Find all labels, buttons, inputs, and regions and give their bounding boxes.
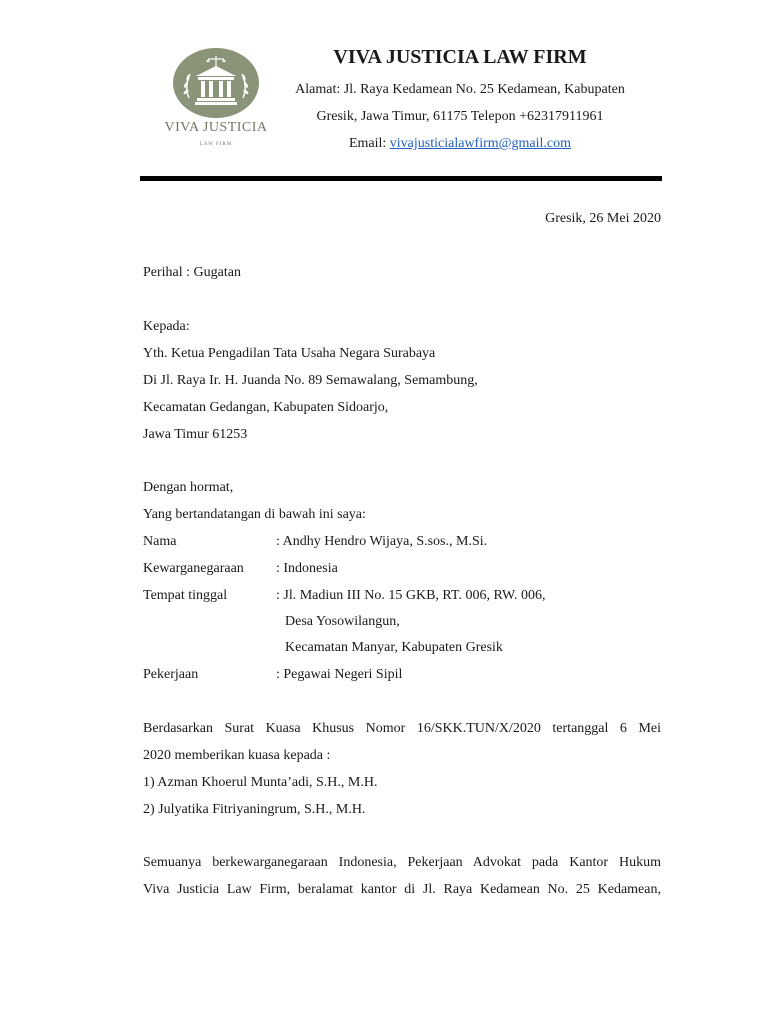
- field-value-occupation: : Pegawai Negeri Sipil: [276, 667, 403, 682]
- address-line-1: Alamat: Jl. Raya Kedamean No. 25 Kedamean, Kabupaten: [295, 82, 625, 97]
- letter-subject: Perihal : Gugatan: [143, 265, 241, 280]
- attorney-item: 1) Azman Khoerul Munta’adi, S.H., M.H.: [143, 775, 378, 790]
- field-label-name: Nama: [143, 534, 177, 549]
- recipient-line: Jawa Timur 61253: [143, 427, 248, 442]
- paragraph-line: Semuanya berkewarganegaraan Indonesia, Pekerjaan Advokat pada Kantor Hukum: [143, 855, 661, 870]
- firm-name: VIVA JUSTICIA LAW FIRM: [333, 46, 587, 68]
- field-value-residence-cont: Desa Yosowilangun,: [285, 614, 400, 629]
- paragraph-line: 2020 memberikan kuasa kepada :: [143, 748, 331, 763]
- recipient-label: Kepada:: [143, 319, 190, 334]
- recipient-line: Yth. Ketua Pengadilan Tata Usaha Negara Surabaya: [143, 346, 436, 361]
- paragraph-line: Berdasarkan Surat Kuasa Khusus Nomor 16/SKK.TUN/X/2020 tertanggal 6 Mei: [143, 721, 661, 736]
- logo-text: VIVA JUSTICIA: [164, 120, 268, 135]
- attorney-item: 2) Julyatika Fitriyaningrum, S.H., M.H.: [143, 802, 366, 817]
- recipient-line: Di Jl. Raya Ir. H. Juanda No. 89 Semawalang, Semambung,: [143, 373, 478, 388]
- field-value-citizenship: : Indonesia: [276, 561, 338, 576]
- email-line: [270, 136, 650, 152]
- letter-date: Gresik, 26 Mei 2020: [545, 211, 661, 226]
- intro-text: Yang bertandatangan di bawah ini saya:: [143, 507, 366, 522]
- logo-subtext: LAW FIRM: [199, 142, 233, 147]
- recipient-line: Kecamatan Gedangan, Kabupaten Sidoarjo,: [143, 400, 389, 415]
- greeting: Dengan hormat,: [143, 480, 234, 495]
- email-link[interactable]: vivajusticialawfirm@gmail.com: [389, 136, 572, 151]
- paragraph-line: Viva Justicia Law Firm, beralamat kantor di Jl. Raya Kedamean No. 25 Kedamean,: [143, 882, 661, 897]
- field-value-residence: : Jl. Madiun III No. 15 GKB, RT. 006, RW. 006,: [276, 588, 546, 603]
- field-label-citizenship: Kewarganegaraan: [143, 561, 244, 576]
- address-line-2: Gresik, Jawa Timur, 61175 Telepon +62317911961: [316, 109, 604, 124]
- firm-logo: [156, 46, 276, 158]
- courthouse-emblem-icon: [156, 46, 276, 120]
- header-divider: [140, 176, 662, 181]
- email-label: Email:: [348, 136, 390, 151]
- field-value-residence-cont: Kecamatan Manyar, Kabupaten Gresik: [285, 640, 503, 655]
- field-value-name: : Andhy Hendro Wijaya, S.sos., M.Si.: [276, 534, 488, 549]
- field-label-residence: Tempat tinggal: [143, 588, 228, 603]
- field-label-occupation: Pekerjaan: [143, 667, 199, 682]
